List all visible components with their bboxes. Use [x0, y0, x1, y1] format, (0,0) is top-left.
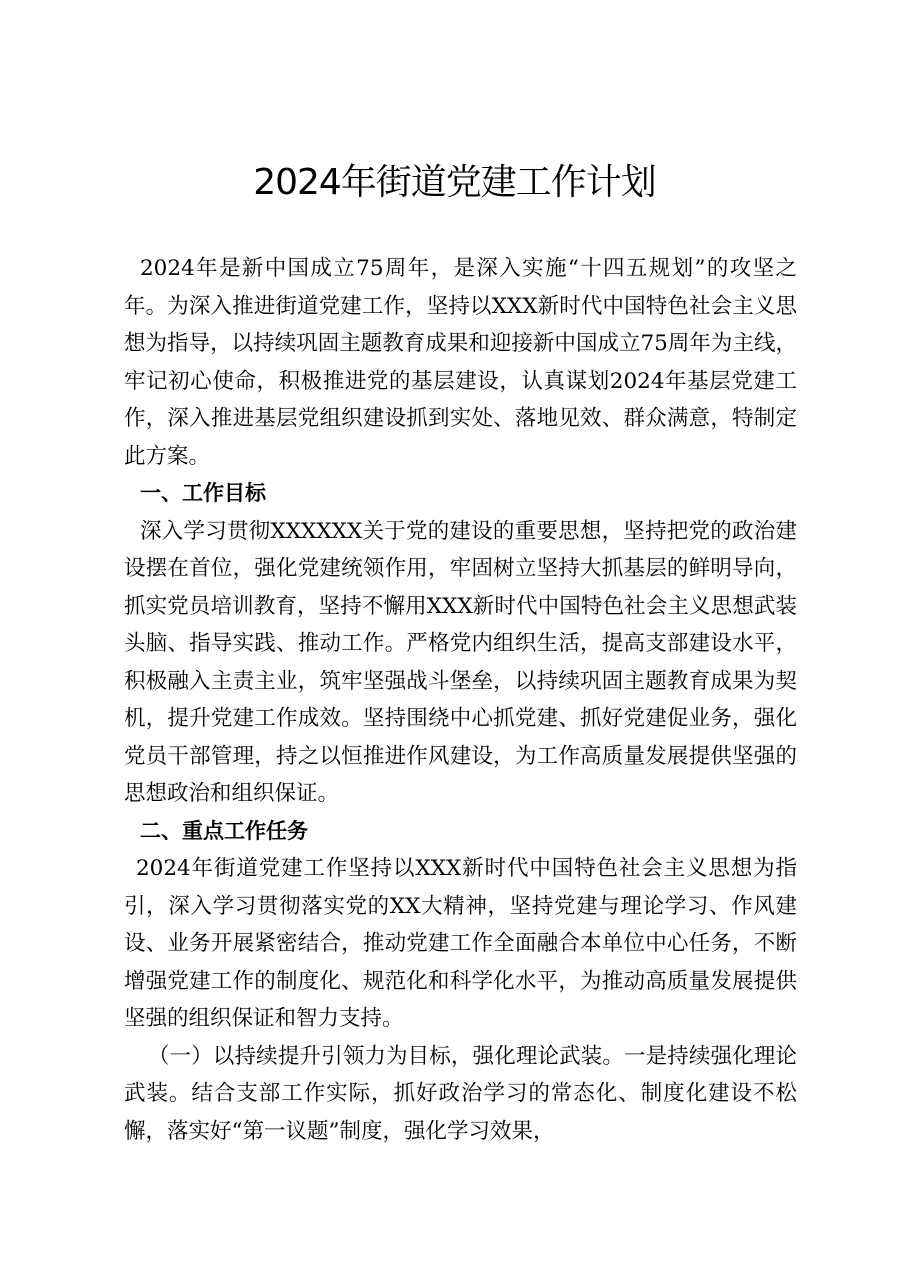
tasks-paragraph: 2024年街道党建工作坚持以XXX新时代中国特色社会主义思想为指引，深入学习贯彻落实党的XX大精神，坚持党建与理论学习、作风建设、业务开展紧密结合，推动党建工作全面融合本单位中心任务，不断增强党建工作的制度化、规范化和科学化水平，为推动高质量发展提供坚强的组织保证和智力支持。: [124, 856, 797, 1031]
section-heading-tasks: 二、重点工作任务: [140, 818, 308, 843]
intro-paragraph: 2024年是新中国成立75周年，是深入实施“十四五规划”的攻坚之年。为深入推进街道党建工作，坚持以XXX新时代中国特色社会主义思想为指导，以持续巩固主题教育成果和迎接新中国成立75周年为主线，牢记初心使命，积极推进党的基层建设，认真谋划2024年基层党建工作，深入推进基层党组织建设抓到实处、落地见效、群众满意，特制定此方案。: [124, 256, 798, 469]
document-body: [124, 250, 797, 1150]
document-title: 2024年街道党建工作计划: [253, 162, 656, 203]
section-heading-goals: 一、工作目标: [140, 481, 266, 505]
goals-paragraph: 深入学习贯彻XXXXXX关于党的建设的重要思想，坚持把党的政治建设摆在首位，强化党建统领作用，牢固树立坚持大抓基层的鲜明导向，抓实党员培训教育，坚持不懈用XXX新时代中国特色社会主义思想武装头脑、指导实践、推动工作。严格党内组织生活，提高支部建设水平，积极融入主责主业，筑牢坚强战斗堡垒，以持续巩固主题教育成果为契机，提升党建工作成效。坚持围绕中心抓党建、抓好党建促业务，强化党员干部管理，持之以恒推进作风建设，为工作高质量发展提供坚强的思想政治和组织保证。: [124, 518, 797, 806]
subsection-paragraph: （一）以持续提升引领力为目标，强化理论武装。一是持续强化理论武装。结合支部工作实际，抓好政治学习的常态化、制度化建设不松懈，落实好“第一议题”制度，强化学习效果，: [124, 1043, 797, 1144]
